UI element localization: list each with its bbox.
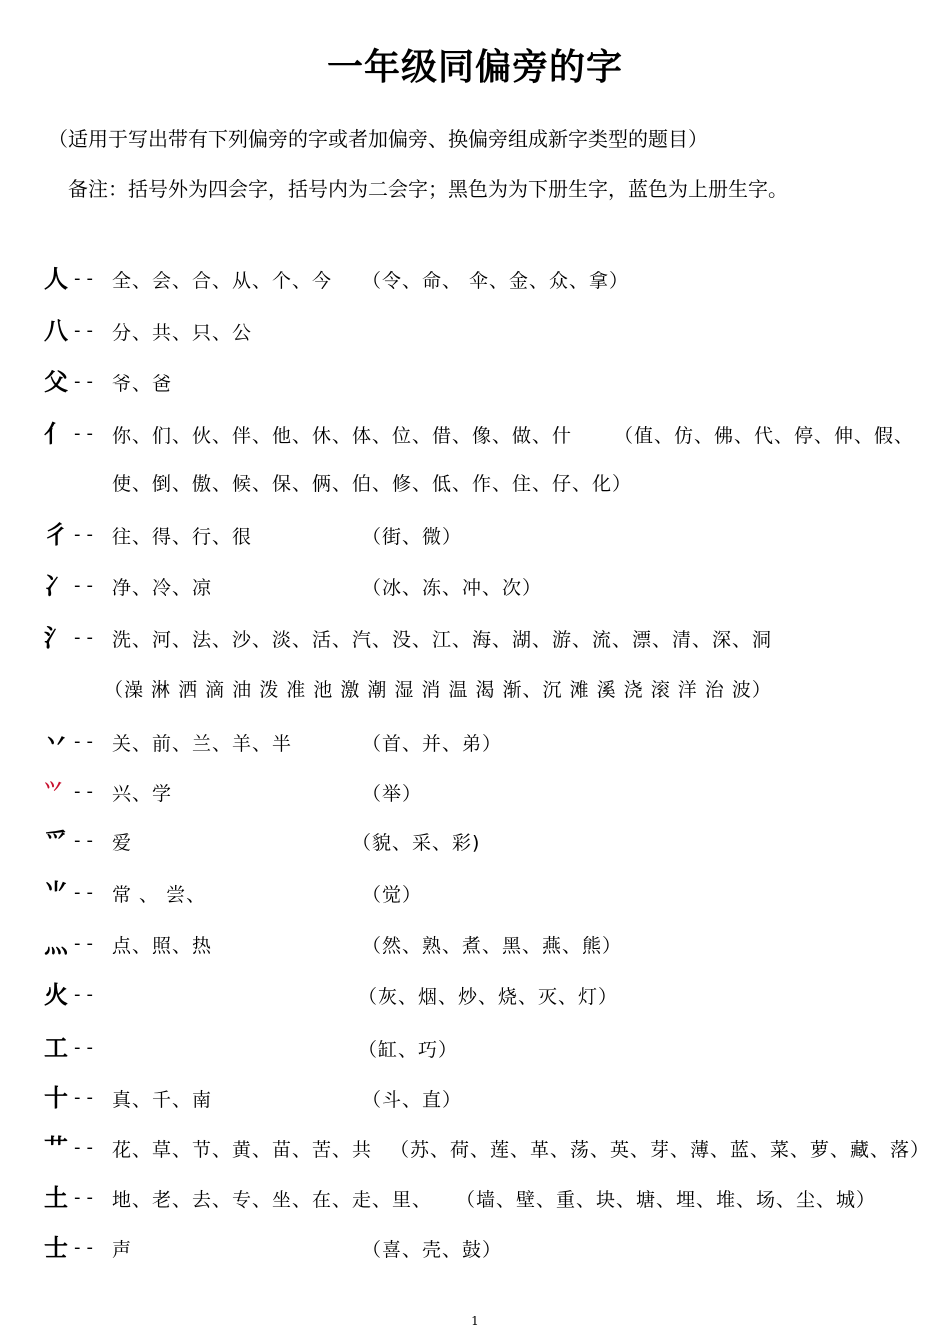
two-skill-chars-continued: （澡 淋 洒 滴 油 泼 准 池 激 潮 湿 消 温 渴 渐、沉 滩 溪 浇 滚 洋 治 波） (104, 679, 772, 701)
radical-row-changzitou (0, 878, 950, 912)
four-skill-chars: 分、共、只、公 (112, 322, 253, 344)
note: 备注：括号外为四会字，括号内为二会字；黑色为为下册生字，蓝色为上册生字。 (68, 177, 788, 201)
radical: 灬 (44, 930, 68, 958)
two-skill-chars: （喜、壳、鼓） (362, 1239, 503, 1261)
radical-row-shizi (0, 1233, 950, 1267)
radical-row-shi (0, 1083, 950, 1117)
two-skill-chars: （令、命、 伞、金、众、拿） (362, 270, 630, 292)
dash: -- (74, 320, 99, 341)
two-skill-chars: （貌、采、彩) (352, 832, 481, 854)
four-skill-chars: 净、冷、凉 (112, 577, 213, 599)
radical-row-shuangren (0, 520, 950, 554)
four-skill-chars: 花、草、节、黄、苗、苦、共 (112, 1139, 373, 1161)
four-skill-chars: 洗、河、法、沙、淡、活、汽、没、江、海、湖、游、流、漂、清、深、洞 (112, 629, 773, 651)
radical-row-fu (0, 367, 950, 401)
four-skill-chars: 地、老、去、专、坐、在、走、里、 (112, 1189, 433, 1211)
four-skill-chars: 爷、爸 (112, 373, 173, 395)
radical-row-sidian (0, 929, 950, 963)
dash: -- (74, 423, 99, 444)
radical: 八 (44, 317, 68, 345)
radical: 彳 (44, 521, 68, 549)
radical-row-huo (0, 980, 950, 1014)
four-skill-chars: 点、照、热 (112, 935, 213, 957)
two-skill-chars: （墙、壁、重、块、塘、埋、堆、场、尘、城） (456, 1189, 877, 1211)
dash: -- (74, 627, 99, 648)
dash: -- (74, 1237, 99, 1258)
radical: ⺍ (44, 781, 62, 802)
dash: -- (74, 933, 99, 954)
dash: -- (74, 984, 99, 1005)
radical: 氵 (44, 624, 68, 652)
subtitle: （适用于写出带有下列偏旁的字或者加偏旁、换偏旁组成新字类型的题目） (48, 127, 708, 151)
dash: -- (74, 882, 99, 903)
radical-row-gong (0, 1033, 950, 1067)
four-skill-chars: 常 、 尝、 (112, 884, 207, 906)
dash: -- (74, 1037, 99, 1058)
two-skill-chars: （冰、冻、冲、次） (362, 577, 543, 599)
four-skill-chars: 全、会、合、从、个、今 (112, 270, 333, 292)
page-number: 1 (471, 1314, 479, 1328)
dash: -- (74, 731, 99, 752)
dash: -- (74, 268, 99, 289)
radical: 爫 (44, 827, 68, 855)
radical-row-tu (0, 1183, 950, 1217)
dash: -- (74, 371, 99, 392)
radical-row-ba (0, 316, 950, 350)
radical: 火 (44, 981, 68, 1009)
radical: 工 (44, 1034, 68, 1062)
radical-row-xuezitou (0, 777, 950, 811)
two-skill-chars: （觉） (362, 884, 423, 906)
dash: -- (74, 781, 99, 802)
radical: 丷 (44, 728, 68, 756)
radical-row-zhaozitou (0, 826, 950, 860)
radical: 士 (44, 1234, 68, 1262)
two-skill-chars: （灰、烟、炒、烧、灭、灯） (358, 986, 619, 1008)
dash: -- (74, 830, 99, 851)
two-skill-chars: （举） (362, 783, 423, 805)
radical-row-ren (0, 264, 950, 298)
radical-row-liangdian (0, 571, 950, 605)
two-skill-chars: （街、微） (362, 526, 463, 548)
radical-row-caozitou (0, 1133, 950, 1167)
dash: -- (74, 1087, 99, 1108)
two-skill-chars: （苏、荷、莲、革、荡、英、芽、薄、蓝、菜、萝、藏、落） (390, 1139, 931, 1161)
two-skill-chars: （斗、直） (362, 1089, 463, 1111)
four-skill-chars: 声 (112, 1239, 133, 1261)
two-skill-chars: （首、并、弟） (362, 733, 503, 755)
two-skill-chars-continued: 使、倒、傲、候、保、俩、伯、修、低、作、住、仔、化） (112, 473, 633, 495)
dash: -- (74, 1137, 99, 1158)
radical-row-sandian (0, 623, 950, 657)
page-title: 一年级同偏旁的字 (326, 47, 623, 88)
radical-row-danren (0, 419, 950, 453)
radical: 父 (44, 368, 68, 396)
radical: ⺌ (44, 879, 68, 907)
four-skill-chars: 兴、学 (112, 783, 173, 805)
dash: -- (74, 524, 99, 545)
radical: 亻 (44, 420, 68, 448)
dash: -- (74, 575, 99, 596)
dash: -- (74, 1187, 99, 1208)
two-skill-chars: （缸、巧） (358, 1039, 459, 1061)
four-skill-chars: 爱 (112, 832, 133, 854)
radical: 冫 (44, 572, 68, 600)
radical: 土 (44, 1184, 68, 1212)
four-skill-chars: 往、得、行、很 (112, 526, 253, 548)
four-skill-chars: 关、前、兰、羊、半 (112, 733, 293, 755)
two-skill-chars: （然、熟、煮、黑、燕、熊） (362, 935, 623, 957)
radical-row-bazi (0, 727, 950, 761)
four-skill-chars: 真、千、南 (112, 1089, 213, 1111)
four-skill-chars: 你、们、伙、伴、他、休、体、位、借、像、做、什 (112, 425, 573, 447)
radical: 十 (44, 1084, 68, 1112)
radical: 人 (44, 265, 68, 293)
radical: 艹 (44, 1134, 68, 1162)
two-skill-chars: （值、仿、佛、代、停、伸、假、 (614, 425, 915, 447)
